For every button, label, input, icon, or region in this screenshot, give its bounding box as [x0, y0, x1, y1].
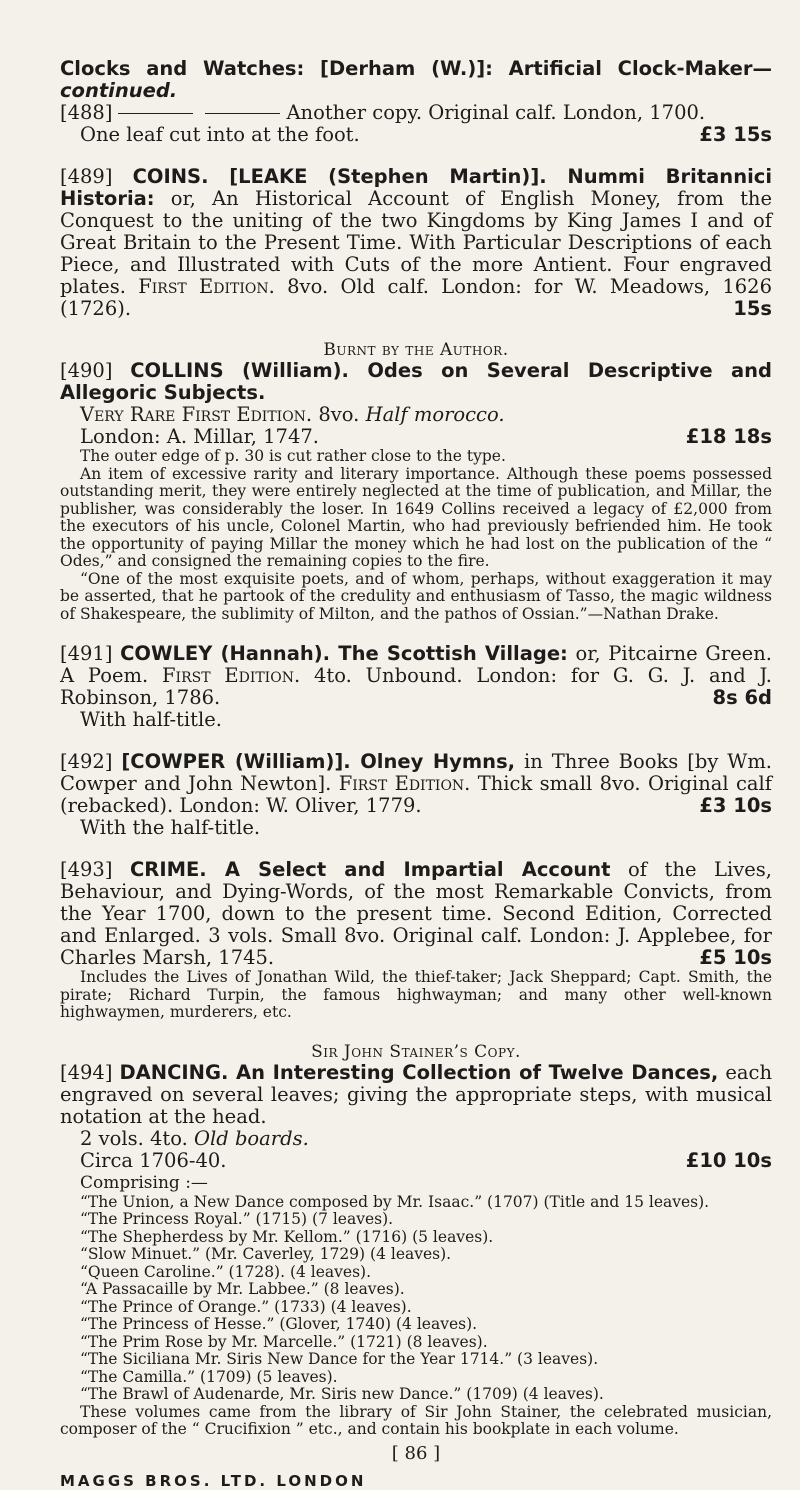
list-item: “The Union, a New Dance composed by Mr. Isaac.” (1707) (Title and 15 leaves). [80, 1192, 710, 1211]
entry-489 [60, 166, 772, 320]
entry-494-imprint: Circa 1706-40. [80, 1148, 227, 1172]
entry-489-text: or, An Historical Account of English Money, from the Conquest to the uniting of the two Kingdoms by King James I and of Great Britain to the Present Time. With Particular Descriptions of each Piece, and Illustrated with Cuts of the more Antient. Four engraved plates. [60, 187, 772, 298]
list-item: “The Siciliana Mr. Siris New Dance for the Year 1714.” (3 leaves). [80, 1350, 599, 1368]
entry-494-text: each engraved on several leaves; giving the appropriate steps, with musical notation at the head. [60, 1060, 773, 1128]
entry-490-number: [490] [60, 359, 113, 382]
entry-488-heading: Clocks and Watches: [Derham (W.)]: Artificial Clock-Maker— [60, 57, 772, 80]
list-item: “The Prim Rose by Mr. Marcelle.” (1721) (8 leaves). [80, 1332, 488, 1351]
ditto-rule [118, 113, 193, 114]
list-item: “The Princess of Hesse.” (Glover, 1740) (4 leaves). [80, 1315, 478, 1333]
list-item: “A Passacaille by Mr. Labbee.” (8 leaves). [80, 1280, 405, 1298]
entry-490-format: 8vo. [318, 403, 360, 426]
entry-488-note: One leaf cut into at the foot. [80, 123, 360, 146]
entry-490-note-1: The outer edge of p. 30 is cut rather close to the type. [80, 447, 506, 465]
entry-493 [60, 859, 772, 969]
publisher-footer: MAGGS BROS. LTD. LONDON [60, 1471, 367, 1490]
entry-491-heading: COWLEY (Hannah). The Scottish Village: [120, 642, 568, 665]
entry-494-heading: DANCING. An Interesting Collection of Twelve Dances, [119, 1060, 719, 1084]
entry-492-heading: [COWPER (William)]. Olney Hymns, [121, 750, 516, 773]
entry-494-binding: Old boards. [194, 1126, 309, 1150]
entry-494-number: [494] [60, 1060, 113, 1084]
entry-493-price: £5 10s [699, 946, 772, 969]
list-item: “The Camilla.” (1709) (5 leaves). [80, 1367, 338, 1386]
entry-494 [60, 1062, 772, 1128]
entry-490-imprint: London: A. Millar, 1747. [80, 425, 319, 448]
provenance-heading-494: Sir John Stainer’s Copy. [311, 1041, 521, 1062]
entry-494-note: These volumes came from the library of Sir John Stainer, the celebrated musician, composer of the “ Crucifixion ” etc., and contain his bookplate in each volume. [60, 1402, 772, 1438]
entry-488-heading-continued: continued. [60, 79, 178, 102]
entry-491-text: or, Pitcairne Green. A Poem. [60, 642, 772, 687]
provenance-heading-490: Burnt by the Author. [323, 340, 509, 360]
entry-491-edition: First Edition. [162, 664, 301, 687]
entry-492-text: in Three Books [by Wm. Cowper and John Newton]. [60, 750, 773, 795]
entry-488-price: £3 15s [699, 123, 772, 146]
page-number: [ 86 ] [391, 1442, 441, 1464]
list-item: “The Brawl of Audenarde, Mr. Siris new Dance.” (1709) (4 leaves). [80, 1385, 604, 1403]
entry-494-price: £10 10s [685, 1148, 772, 1172]
entry-493-number: [493] [60, 858, 113, 881]
list-item: “Slow Minuet.” (Mr. Caverley, 1729) (4 leaves). [80, 1245, 452, 1263]
list-item: “The Shepherdess by Mr. Kellom.” (1716) (5 leaves). [80, 1227, 494, 1246]
entry-491-price: 8s 6d [712, 686, 772, 709]
entry-489-edition: First Edition. [138, 275, 275, 298]
entry-493-text: of the Lives, Behaviour, and Dying-Words, of the most Remarkable Convicts, from the Year 1700, down to the present time. Second Edition, Corrected and Enlarged. 3 vols. Small 8vo. Original calf. London: J. Applebee, for Charles Marsh, 1745. [60, 858, 772, 969]
entry-489-heading: COINS. [LEAKE (Stephen Martin)]. Nummi Britannici Historia: [60, 165, 772, 210]
entry-492 [60, 751, 772, 817]
entry-489-price: 15s [733, 297, 772, 320]
entry-491-imprint: 4to. Unbound. London: for G. G. J. and J. Robinson, 1786. [60, 664, 772, 709]
entry-490-heading: COLLINS (William). Odes on Several Descriptive and Allegoric Subjects. [60, 359, 773, 404]
entry-491-number: [491] [60, 642, 113, 665]
entry-494-format-line [60, 1128, 772, 1150]
entry-489-imprint: 8vo. Old calf. London: for W. Meadows, 1626 (1726). [60, 275, 772, 320]
entry-490-binding: Half morocco. [365, 403, 505, 426]
entry-492-note: With the half-title. [80, 816, 261, 839]
entry-492-edition: First Edition. [338, 772, 471, 795]
list-item: “The Prince of Orange.” (1733) (4 leaves). [80, 1297, 412, 1316]
list-item: “Queen Caroline.” (1728). (4 leaves). [80, 1262, 372, 1281]
entry-492-number: [492] [60, 750, 113, 773]
dance-list [60, 1194, 772, 1404]
entry-491-note: With half-title. [80, 708, 222, 731]
entry-490-imprint-line [60, 426, 772, 448]
entry-493-heading: CRIME. A Select and Impartial Account [130, 858, 611, 881]
list-item: “The Princess Royal.” (1715) (7 leaves). [80, 1210, 394, 1228]
entry-494-imprint-line [60, 1150, 772, 1172]
entry-490-note-3: “One of the most exquisite poets, and of whom, perhaps, without exaggeration it may be asserted, that he partook of the credulity and enthusiasm of Tasso, the magic wildness of Shakespeare, the sublimity of Milton, and the pathos of Ossian.”—Nathan Drake. [60, 569, 772, 623]
entry-488-number: [488] [60, 101, 113, 124]
entry-493-note: Includes the Lives of Jonathan Wild, the thief-taker; Jack Sheppard; Capt. Smith, the pirate; Richard Turpin, the famous highwayman; and many other well-known highwaymen, murderers, etc. [60, 968, 772, 1021]
entry-490-price: £18 18s [685, 425, 772, 448]
entry-490-note-2: An item of excessive rarity and literary importance. Although these poems possessed outstanding merit, they were entirely neglected at the time of publication, and Millar, the publisher, was considerably the loser. In 1649 Collins received a legacy of £2,000 from the executors of his uncle, Colonel Martin, who had previously befriended him. He took the opportunity of paying Millar the money which he had lost on the publication of the “ Odes,” and consigned the remaining copies to the fire. [60, 464, 772, 570]
entry-492-price: £3 10s [699, 794, 772, 817]
entry-490-edition-line [60, 404, 772, 426]
entry-494-comprising: Comprising :— [80, 1172, 208, 1193]
entry-488-text: Another copy. Original calf. London, 1700. [286, 101, 706, 124]
entry-494-format: 2 vols. 4to. [80, 1126, 188, 1150]
entry-489-number: [489] [60, 165, 113, 188]
entry-492-imprint: Thick small 8vo. Original calf (rebacked). London: W. Oliver, 1779. [60, 772, 772, 817]
entry-491 [60, 643, 772, 709]
entry-490 [60, 360, 772, 404]
ditto-rule [205, 113, 280, 114]
entry-490-edition: Very Rare First Edition. [80, 403, 313, 426]
